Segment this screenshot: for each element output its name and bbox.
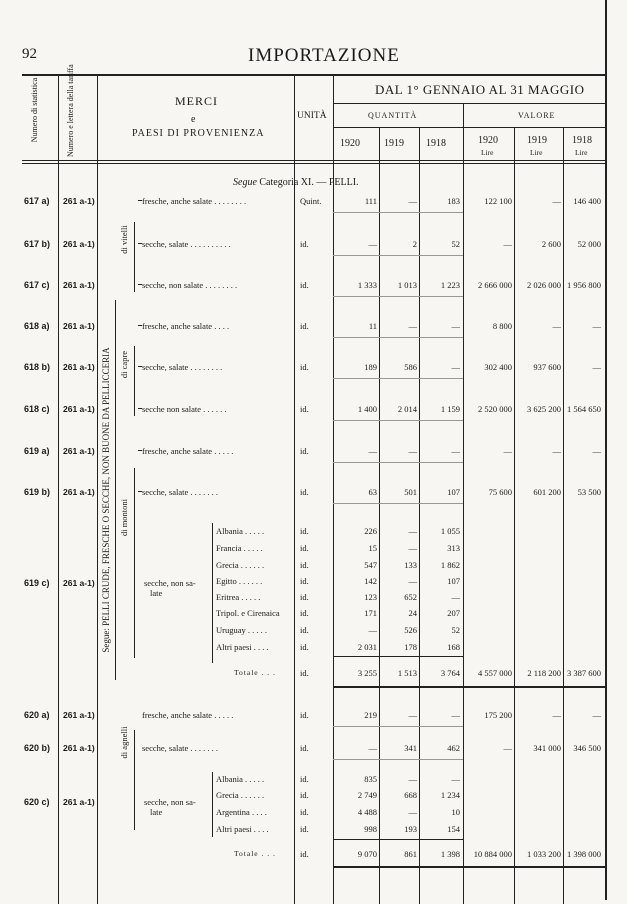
bracket-main [115,300,116,680]
cell-q1919: — [408,446,417,456]
col-sep-1 [58,74,59,904]
country-label: Altri paesi . . . . [216,824,269,834]
row-number: 617 b) [24,239,51,249]
row-number: 620 c) [24,797,50,807]
cell-v1920: 2 520 000 [478,404,512,414]
cell-v1918: — [592,321,601,331]
page-number: 92 [22,46,37,62]
bracket-vitelli [134,222,135,292]
year-v1918: 1918 [572,135,592,146]
row-rule [333,420,463,421]
cell-v1920: 122 100 [484,196,512,206]
country-label: Altri paesi . . . . [216,642,269,652]
col-sep-7 [463,103,464,904]
cell-q1919: 501 [404,487,417,497]
header-unita: UNITÀ [297,111,327,121]
cell-q1918: — [451,362,460,372]
cell-q1918: — [451,592,460,602]
cell-v1920: 302 400 [484,362,512,372]
cell-v1919: 601 200 [533,487,561,497]
cell-q1919: 2 [412,239,417,249]
section-title [233,177,359,188]
cell-q1918: 3 764 [440,668,460,678]
cell-q1920: 111 [364,196,377,206]
row-number: 618 c) [24,404,50,414]
section-segue: Segue [233,177,257,188]
row-unit: id. [300,774,309,784]
cell-q1918: 1 223 [440,280,460,290]
cell-v1920: 175 200 [484,710,512,720]
cell-q1920: 547 [364,560,377,570]
row-unit: Quint. [300,196,322,206]
bracket-agnelli [134,730,135,830]
country-label: Albania . . . . . [216,774,265,784]
header-quantita: QUANTITÀ [368,111,418,120]
cell-q1920: 219 [364,710,377,720]
cell-q1920: 1 333 [357,280,377,290]
country-label: Tripol. e Cirenaica [216,608,280,618]
year-q1919: 1919 [384,138,404,149]
cell-q1918: 1 234 [440,790,460,800]
total-rule-bottom [333,686,605,688]
row-number: 618 b) [24,362,51,372]
cell-v1918: 146 400 [573,196,601,206]
cell-v1920: 4 557 000 [478,668,512,678]
cell-q1920: — [368,625,377,635]
cell-q1919: 526 [404,625,417,635]
cell-q1919: — [408,807,417,817]
cell-q1918: 313 [447,543,460,553]
row-unit: id. [300,642,309,652]
row-unit: id. [300,849,309,859]
row-rule [333,759,463,760]
cell-q1919: 861 [404,849,417,859]
cell-q1918: 107 [447,576,460,586]
cell-v1920: 2 666 000 [478,280,512,290]
header-valore: VALORE [518,111,556,120]
row-unit: id. [300,543,309,553]
cell-q1920: 171 [364,608,377,618]
side-label-montoni: di montoni [119,498,129,537]
cell-q1920: 998 [364,824,377,834]
cell-v1918: — [592,710,601,720]
bracket-620c [212,772,213,837]
row-rule [333,296,463,297]
cell-q1920: 4 488 [357,807,377,817]
side-label-agnelli: di agnelli [119,726,129,759]
year-v1919: 1919 [527,135,547,146]
year-q1920: 1920 [340,138,360,149]
cell-q1918: 168 [447,642,460,652]
cell-q1920: — [368,239,377,249]
bracket-619c [212,523,213,663]
cell-q1919: 193 [404,824,417,834]
tick-mark [138,491,142,492]
row-unit: id. [300,668,309,678]
cell-q1919: 1 013 [397,280,417,290]
country-label: Egitto . . . . . . [216,576,263,586]
cell-q1920: — [368,446,377,456]
country-label: Francia . . . . . [216,543,263,553]
cell-q1919: 133 [404,560,417,570]
row-description: secche, salate . . . . . . . [142,487,218,497]
cell-v1919: 937 600 [533,362,561,372]
page-title: IMPORTAZIONE [248,45,400,66]
row-tariff: 261 a-1) [63,362,95,372]
side-label-vitelli: di vitelli [119,225,129,254]
cell-q1918: — [451,321,460,331]
tick-mark [138,450,142,451]
row-number: 618 a) [24,321,50,331]
cell-q1919: 2 014 [397,404,417,414]
row-number: 620 a) [24,710,50,720]
tick-mark [138,284,142,285]
year-v1920: 1920 [478,135,498,146]
row-unit: id. [300,790,309,800]
row-unit: id. [300,560,309,570]
cell-q1919: — [408,576,417,586]
cell-v1919: 2 026 000 [527,280,561,290]
row-unit: id. [300,362,309,372]
row-rule [333,337,463,338]
row-description: fresche, anche salate . . . . . [142,710,234,720]
total-rule [333,839,463,840]
row-unit: id. [300,743,309,753]
row-number: 617 c) [24,280,50,290]
cell-q1919: — [408,710,417,720]
total-label: Totale . . . [234,668,276,677]
cell-v1918: 52 000 [577,239,601,249]
header-bottom-rule [22,160,605,161]
row-description: secche, salate . . . . . . . [142,743,218,753]
cell-q1919: — [408,526,417,536]
row-tariff: 261 a-1) [63,404,95,414]
cell-q1920: 3 255 [357,668,377,678]
row-tariff: 261 a-1) [63,196,95,206]
row-rule [333,378,463,379]
row-number: 617 a) [24,196,50,206]
cell-q1919: 341 [404,743,417,753]
total-rule [333,656,463,657]
cell-v1918: 3 387 600 [567,668,601,678]
side-label-capre: di capre [119,350,129,379]
row-unit: id. [300,239,309,249]
subhead-rule [333,127,605,128]
cell-q1918: 154 [447,824,460,834]
row-unit: id. [300,487,309,497]
row-unit: id. [300,404,309,414]
country-label: Albania . . . . . [216,526,265,536]
cell-q1918: 1 055 [440,526,460,536]
row-unit: id. [300,807,309,817]
row-unit: id. [300,280,309,290]
cell-q1920: 2 749 [357,790,377,800]
country-label: Grecia . . . . . . [216,790,265,800]
group-description: secche, non sa- [144,578,196,588]
cell-v1920: 75 600 [488,487,512,497]
cell-q1919: — [408,321,417,331]
cell-q1918: — [451,446,460,456]
side-label-main: Segue: PELLI CRUDE, FRESCHE O SECCHE, NON BUONE DA PELLICCERIA [101,347,111,653]
right-border [605,0,607,900]
row-description: secche, salate . . . . . . . . . . [142,239,231,249]
cell-v1919: 341 000 [533,743,561,753]
cell-v1919: — [552,196,561,206]
section-category: Categoria XI. — PELLI. [259,177,359,188]
cell-v1920: 10 884 000 [473,849,512,859]
cell-v1918: 1 398 000 [567,849,601,859]
row-description: secche non salate . . . . . . [142,404,227,414]
row-description: secche, salate . . . . . . . . [142,362,223,372]
row-description: fresche, anche salate . . . . . [142,446,234,456]
header-paesi: PAESI DI PROVENIENZA [132,128,265,139]
row-description: secche, non salate . . . . . . . . [142,280,238,290]
cell-v1920: — [503,446,512,456]
cell-q1920: 2 031 [357,642,377,652]
tick-mark [138,366,142,367]
total-label: Totale . . . [234,849,276,858]
row-number: 619 c) [24,578,50,588]
group-description: secche, non sa- [144,797,196,807]
cell-q1920: 226 [364,526,377,536]
cell-q1919: — [408,543,417,553]
cell-v1918: 346 500 [573,743,601,753]
row-rule [333,503,463,504]
tick-mark [138,200,142,201]
country-label: Argentina . . . . [216,807,267,817]
cell-v1919: 2 600 [541,239,561,249]
country-label: Eritrea . . . . . [216,592,261,602]
row-unit: id. [300,824,309,834]
row-unit: id. [300,321,309,331]
row-unit: id. [300,576,309,586]
cell-q1918: 462 [447,743,460,753]
cell-q1919: 178 [404,642,417,652]
cell-v1919: — [552,710,561,720]
cell-v1919: — [552,321,561,331]
tick-mark [138,243,142,244]
cell-v1918: 1 564 650 [567,404,601,414]
cell-q1920: 189 [364,362,377,372]
cell-q1918: 107 [447,487,460,497]
cell-q1920: 142 [364,576,377,586]
header-num-stat: Numero di statistica [30,77,39,143]
cell-q1919: 24 [408,608,417,618]
cell-q1920: 123 [364,592,377,602]
row-unit: id. [300,625,309,635]
row-number: 619 a) [24,446,50,456]
row-number: 620 b) [24,743,51,753]
cell-v1919: — [552,446,561,456]
cell-q1920: 15 [368,543,377,553]
row-tariff: 261 a-1) [63,321,95,331]
col-sep-2 [97,74,98,904]
lire-v1918: Lire [575,148,588,157]
cell-v1920: — [503,743,512,753]
cell-v1918: 1 956 800 [567,280,601,290]
row-tariff: 261 a-1) [63,743,95,753]
header-period: DAL 1° GENNAIO AL 31 MAGGIO [375,82,585,97]
cell-v1918: — [592,362,601,372]
cell-q1918: 183 [447,196,460,206]
group-description-2: late [150,807,163,817]
country-label: Uruguay . . . . . [216,625,267,635]
cell-q1920: 63 [368,487,377,497]
cell-q1918: — [451,710,460,720]
tick-mark [138,408,142,409]
cell-q1919: 668 [404,790,417,800]
row-rule [333,212,463,213]
row-rule [333,462,463,463]
row-unit: id. [300,710,309,720]
row-rule [333,255,463,256]
row-description: fresche, anche salate . . . . [142,321,230,331]
row-tariff: 261 a-1) [63,797,95,807]
cell-q1919: — [408,196,417,206]
row-tariff: 261 a-1) [63,280,95,290]
group-description-2: late [150,588,163,598]
col-sep-3 [294,74,295,904]
bracket-montoni [134,468,135,658]
row-tariff: 261 a-1) [63,710,95,720]
cell-v1918: 53 500 [577,487,601,497]
cell-q1918: 52 [451,625,460,635]
cell-q1918: 1 862 [440,560,460,570]
cell-q1920: 11 [368,321,377,331]
cell-v1920: 8 800 [492,321,512,331]
row-description: fresche, anche salate . . . . . . . . [142,196,247,206]
cell-q1918: 1 398 [440,849,460,859]
cell-v1919: 1 033 200 [527,849,561,859]
header-merci: MERCI [175,94,219,108]
total-rule-bottom [333,866,605,868]
cell-q1920: 9 070 [357,849,377,859]
cell-v1920: — [503,239,512,249]
row-unit: id. [300,526,309,536]
cell-q1919: 1 513 [397,668,417,678]
cell-q1920: 835 [364,774,377,784]
cell-v1919: 2 118 200 [527,668,561,678]
tick-mark [138,325,142,326]
country-label: Grecia . . . . . . [216,560,265,570]
cell-q1918: — [451,774,460,784]
cell-q1920: 1 400 [357,404,377,414]
cell-q1918: 207 [447,608,460,618]
row-number: 619 b) [24,487,51,497]
row-tariff: 261 a-1) [63,578,95,588]
header-e: e [191,114,196,125]
header-bottom-rule-2 [22,163,605,164]
cell-q1918: 52 [451,239,460,249]
row-unit: id. [300,446,309,456]
cell-q1919: 586 [404,362,417,372]
lire-v1920: Lire [481,148,494,157]
year-q1918: 1918 [426,138,446,149]
cell-v1918: — [592,446,601,456]
row-unit: id. [300,608,309,618]
header-num-tariffa: Numero e lettera della tariffa [66,64,75,157]
bracket-capre [134,346,135,416]
cell-q1919: 652 [404,592,417,602]
row-unit: id. [300,592,309,602]
cell-q1919: — [408,774,417,784]
row-tariff: 261 a-1) [63,239,95,249]
row-tariff: 261 a-1) [63,446,95,456]
header-top-rule [22,74,605,76]
cell-q1918: 1 159 [440,404,460,414]
row-rule [333,726,463,727]
lire-v1919: Lire [530,148,543,157]
cell-q1918: 10 [451,807,460,817]
row-tariff: 261 a-1) [63,487,95,497]
cell-q1920: — [368,743,377,753]
cell-v1919: 3 625 200 [527,404,561,414]
period-rule [333,103,605,104]
